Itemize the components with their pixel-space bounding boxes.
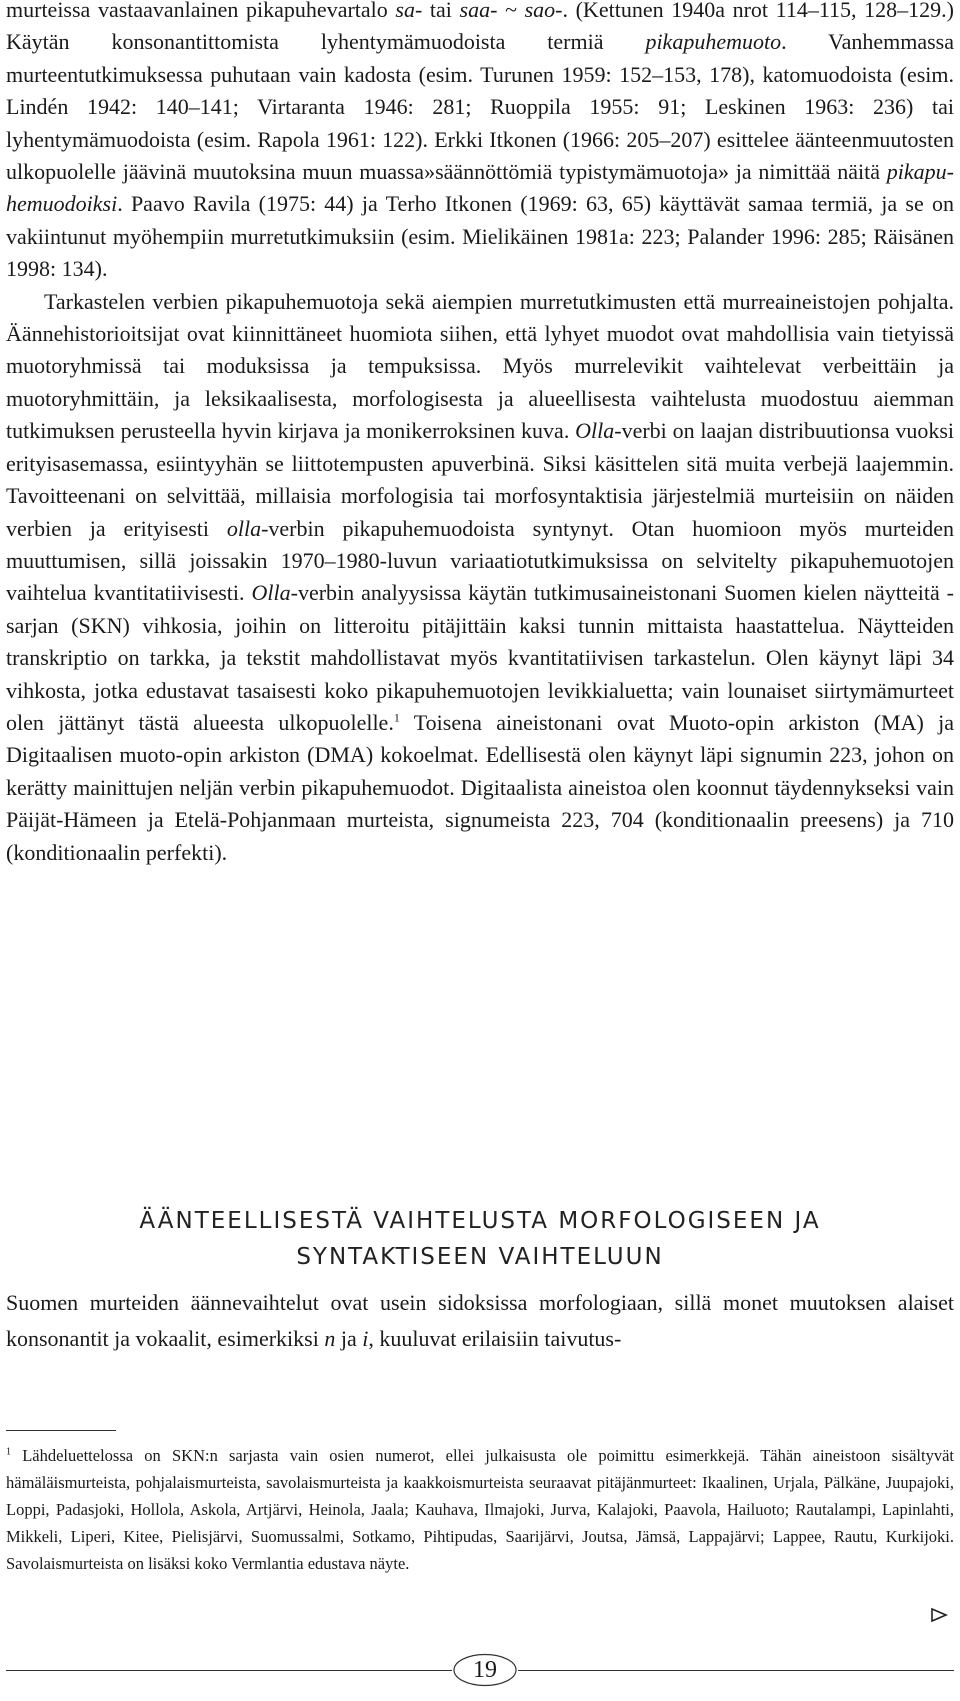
text-run: ja (335, 1326, 363, 1351)
section-heading (0, 1203, 960, 1275)
text-run: Tarkastelen verbien pikapuhemuotoja sekä aiempien murretutkimusten että murreaineistojen pohjalta. Äännehistorioitsijat ovat kiinnittäneet huomiota siihen, että lyhyet muodot ovat mahdollisia vain tietyissä muotoryhmissä tai moduksissa ja tempuksissa. Myös murrelevikit vaihtelevat verbeittäin ja muotoryhmittäin, ja leksikaalisesta, morfologisesta ja alueellisesta vaihtelusta muodostuu aiemman tutkimuksen perusteella hyvin kirjava ja monikerroksinen kuva. (6, 288, 954, 444)
paragraph-1 (6, 0, 954, 286)
section-heading-line-1: ÄÄNTEELLISESTÄ VAIHTELUSTA MORFOLOGISEEN JA (139, 1208, 821, 1235)
italic-term: pikapuhemuoto (645, 29, 782, 55)
section-paragraph (6, 1285, 954, 1357)
triangle-right-icon[interactable] (930, 1607, 948, 1623)
text-run: . (Kettunen 1940a nrot 114–115, 128–129.) Käytän konsonantittomista lyhentymämuodoista termiä (6, 0, 954, 55)
italic-term: n (324, 1326, 336, 1351)
section-heading-line-2: SYNTAKTISEEN VAIHTELUUN (296, 1244, 664, 1271)
text-run: tai (422, 0, 460, 22)
text-run: Suomen murteiden äännevaihtelut ovat usein sidoksissa morfologiaan, sillä monet muutoksen alaiset konsonantit ja vokaalit, esimerkiksi (6, 1290, 954, 1351)
italic-term: sao- (524, 0, 563, 22)
footnote-reference[interactable]: 1 (393, 710, 400, 725)
text-run: Toisena aineistonani ovat Muoto-opin arkiston (MA) ja Digitaalisen muoto-opin arkiston (DMA) kokoelmat. Edellisestä olen käynyt läpi signumin 223, johon on kerätty mainittujen neljän verbin pikapuhemuodot. Digitaalista aineistoa olen koonnut täydennykseksi vain Päijät-Hämeen ja Etelä-Pohjanmaan murteista, signumeista 223, 704 (konditionaalin preesens) ja 710 (konditionaalin perfekti). (6, 709, 955, 865)
text-run: . Vanhemmassa murteentutkimuksessa puhutaan vain kadosta (esim. Turunen 1959: 152–153, 178), katomuodoista (esim. Lindén 1942: 140–141; Virtaranta 1946: 281; Ruoppila 1955: 91; Leskinen 1963: 236) tai lyhentymämuodoista (esim. Rapola 1961: 122). Erkki Itkonen (1966: 205–207) esittelee äänteenmuutosten ulkopuolelle jäävinä muutoksina muun muassa»säännöttömiä typistymämuotoja» ja nimittää näitä (6, 29, 954, 185)
italic-term: i (362, 1326, 369, 1351)
text-run: ~ (497, 0, 525, 22)
italic-term: olla (226, 515, 262, 541)
section-text (6, 1285, 954, 1357)
italic-term: saa- (459, 0, 498, 22)
text-run: , kuuluvat erilaisiin taivutus- (368, 1326, 622, 1351)
text-run: -verbin analyysissa käytän tutkimusaineistonani Suomen kielen näytteitä -sarjan (SKN) vihkosia, joihin on litteroitu pitäjittäin kaksi tunnin mittaista haastattelua. Näytteiden transkriptio on tarkka, ja tekstit mahdollistavat myös kvantitatiivisen tarkastelun. Olen käynyt läpi 34 vihkosta, jotka edustavat tasaisesti koko pikapuhemuotojen levikkialuetta; vain lounaiset siirtymämurteet olen jättänyt tästä alueesta ulkopuolelle. (6, 580, 955, 735)
body-text (6, 0, 954, 869)
text-run: -verbi on laajan distribuutionsa vuoksi erityisasemassa, esiintyyhän se liittotempusten apuverbinä. Siksi käsittelen sitä muita verbejä laajemmin. Tavoitteenani on selvittää, millaisia morfologisia tai morfosyntaktisia järjestelmiä murteisiin on näiden verbien ja erityisesti (6, 418, 954, 541)
italic-term: Olla (575, 418, 615, 444)
page-number: 19 (473, 1657, 497, 1683)
triangle-right-icon-graphic (930, 1607, 948, 1623)
italic-term: pikapuhemuodoiksi (6, 159, 954, 217)
paragraph-2 (6, 286, 954, 869)
italic-term: sa- (395, 0, 423, 22)
italic-term: Olla (251, 580, 291, 606)
footnote-text: Lähdeluettelossa on SKN:n sarjasta vain osien numerot, ellei julkaisusta ole poimittu esimerkkejä. Tähän aineistoon sisältyvät hämäläismurteista, pohjalaismurteista, savolaismurteista ja kaakkoismurteista seuraavat pitäjänmurteet: Ikaalinen, Urjala, Pälkäne, Juupajoki, Loppi, Padasjoki, Hollola, Askola, Artjärvi, Heinola, Jaala; Kauhava, Ilmajoki, Jurva, Kalajoki, Paavola, Hailuoto; Rautalampi, Lapinlahti, Mikkeli, Liperi, Kitee, Pielisjärvi, Suomussalmi, Sotkamo, Pihtipudas, Saarijärvi, Joutsa, Jämsä, Lappajärvi; Lappee, Rautu, Kurkijoki. Savolaismurteista on lisäksi koko Vermlantia edustava näyte. (6, 1446, 954, 1573)
page-number-rule-left (6, 1670, 452, 1671)
footnote-divider (6, 1430, 116, 1431)
footnote-1 (6, 1442, 954, 1577)
footnote (6, 1442, 954, 1577)
text-run: murteissa vastaavanlainen pikapuhevartalo (6, 0, 396, 22)
text-run: . Paavo Ravila (1975: 44) ja Terho Itkonen (1969: 63, 65) käyttävät samaa termiä, ja se on vakiintunut myöhempiin murretutkimuksiin (esim. Mielikäinen 1981a: 223; Palander 1996: 285; Räisänen 1998: 134). (6, 191, 954, 282)
text-run: -verbin pikapuhemuodoista syntynyt. Otan huomioon myös murteiden muuttumisen, sillä joissakin 1970–1980-luvun variaatiotutkimuksissa on selvitelty pikapuhemuotojen vaihtelua kvantitatiivisesti. (6, 515, 954, 606)
footnote-marker: 1 (6, 1446, 11, 1458)
page-number-badge (452, 1653, 518, 1687)
page-number-rule-right (518, 1670, 954, 1671)
